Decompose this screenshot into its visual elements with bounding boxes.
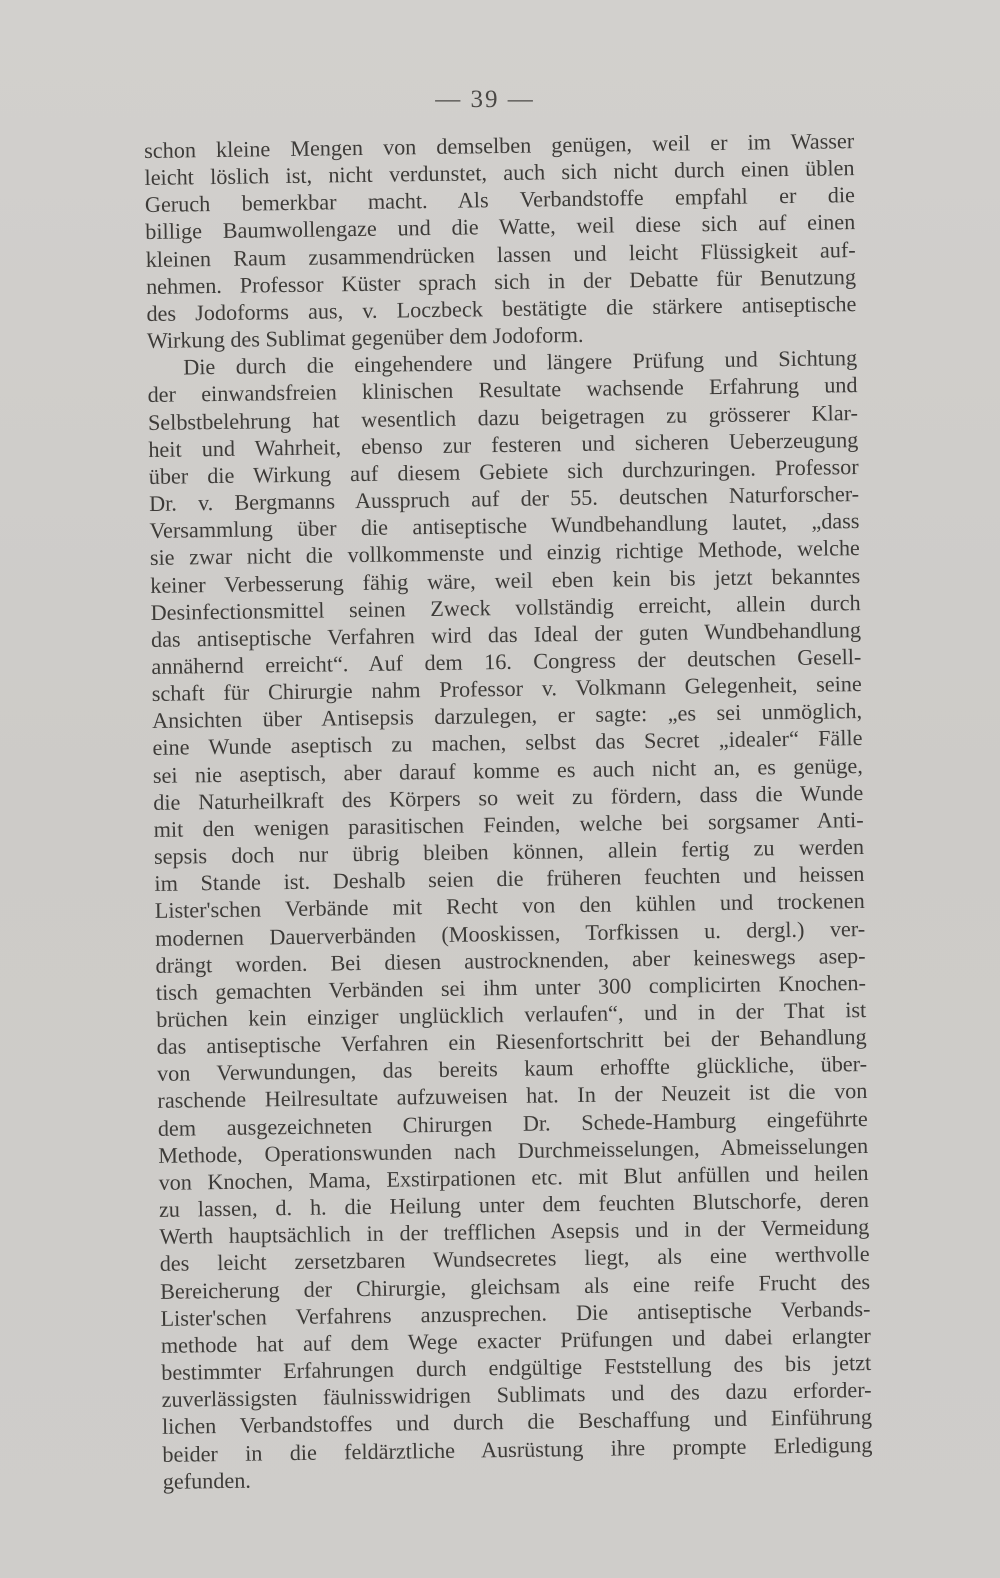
text-line: das antiseptische Verfahren wird das Ideal der guten Wundbehandlung (150, 616, 862, 652)
text-line: nehmen. Professor Küster sprach sich in der Debatte für Benutzung (145, 263, 857, 299)
text-line: zu lassen, d. h. die Heilung unter dem feuchten Blutschorfe, deren (158, 1187, 870, 1222)
text-line: Bereicherung der Chirurgie, gleichsam als eine reife Frucht des (159, 1268, 871, 1304)
text-line: Werth hauptsächlich in der trefflichen Asepsis und in der Vermeidung (159, 1214, 870, 1250)
text-line: Desinfectionsmittel seinen Zweck vollständig erreicht, allein durch (150, 589, 861, 625)
text-line: zuverlässigsten fäulnisswidrigen Sublimats und des dazu erforder- (161, 1377, 872, 1413)
text-line: die Naturheilkraft des Körpers so weit zu fördern, dass die Wunde (153, 779, 864, 815)
text-line: Selbstbelehrung hat wesentlich dazu beigetragen zu grösserer Klar- (147, 399, 859, 435)
text-line: beider in die feldärztliche Ausrüstung ihre prompte Erledigung (162, 1431, 873, 1467)
page-number: — 39 — (435, 86, 535, 113)
text-line: heit und Wahrheit, ebenso zur festeren und sicheren Ueberzeugung (148, 426, 859, 462)
text-line: raschende Heilresultate aufzuweisen hat. In der Neuzeit ist die von (157, 1078, 868, 1114)
text-line: gefunden. (162, 1467, 252, 1494)
text-line: das antiseptische Verfahren ein Riesenfortschritt bei der Behandlung (156, 1024, 867, 1060)
text-line: schaft für Chirurgie nahm Professor v. Volkmann Gelegenheit, seine (151, 671, 862, 707)
text-line: über die Wirkung auf diesem Gebiete sich durchzuringen. Professor (148, 453, 859, 489)
text-line: mit den wenigen parasitischen Feinden, welche bei sorgsamer Anti- (153, 806, 864, 842)
text-line: brüchen kein einziger unglücklich verlaufen“, und in der That ist (156, 997, 867, 1032)
text-line: im Stande ist. Deshalb seien die früheren feuchten und heissen (154, 861, 865, 897)
text-line: drängt worden. Bei diesen austrocknenden, aber keineswegs asep- (155, 942, 866, 978)
body-text (144, 127, 873, 1495)
text-line: billige Baumwollengaze und die Watte, weil diese sich auf einen (145, 209, 856, 245)
text-line: sie zwar nicht die vollkommenste und einzig richtige Methode, welche (149, 535, 860, 571)
text-line: lichen Verbandstoffes und durch die Beschaffung und Einführung (161, 1404, 873, 1440)
text-line: dem ausgezeichneten Chirurgen Dr. Schede-Hamburg eingeführte (157, 1105, 868, 1141)
text-line: methode hat auf dem Wege exacter Prüfungen und dabei erlangter (160, 1322, 871, 1358)
text-line: Geruch bemerkbar macht. Als Verbandstoffe empfahl er die (144, 182, 856, 218)
text-line: modernen Dauerverbänden (Mooskissen, Torfkissen u. dergl.) ver- (155, 915, 866, 951)
text-line: Dr. v. Bergmanns Ausspruch auf der 55. deutschen Naturforscher- (148, 481, 860, 516)
text-line: Versammlung über die antiseptische Wundbehandlung lautet, „dass (149, 508, 860, 544)
text-line: der einwandsfreien klinischen Resultate wachsende Erfahrung und (147, 372, 858, 408)
text-line: annähernd erreicht“. Auf dem 16. Congress der deutschen Gesell- (151, 644, 862, 679)
text-line: Wirkung des Sublimat gegenüber dem Jodoform. (146, 321, 584, 354)
text-line: leicht löslich ist, nicht verdunstet, auch sich nicht durch einen üblen (144, 155, 855, 191)
text-line: Lister'schen Verfahrens anzusprechen. Die antiseptische Verbands- (160, 1295, 871, 1331)
text-line: kleinen Raum zusammendrücken lassen und leicht Flüssigkeit auf- (145, 236, 856, 272)
text-line: von Verwundungen, das bereits kaum erhoffte glückliche, über- (156, 1051, 868, 1087)
text-line: Methode, Operationswunden nach Durchmeisselungen, Abmeisselungen (158, 1132, 869, 1168)
text-line: eine Wunde aseptisch zu machen, selbst das Secret „idealer“ Fälle (152, 725, 863, 761)
text-line: sei nie aseptisch, aber darauf komme es auch nicht an, es genüge, (152, 752, 864, 788)
text-line: bestimmter Erfahrungen durch endgültige Feststellung des bis jetzt (161, 1349, 872, 1385)
text-line: des Jodoforms aus, v. Loczbeck bestätigte die stärkere antiseptische (146, 291, 857, 326)
text-line: Ansichten über Antisepsis darzulegen, er sagte: „es sei unmöglich, (151, 698, 863, 734)
text-line: Die durch die eingehendere und längere Prüfung und Sichtung (183, 345, 858, 380)
text-line: des leicht zersetzbaren Wundsecretes liegt, als eine werthvolle (159, 1241, 870, 1277)
text-line: schon kleine Mengen von demselben genügen, weil er im Wasser (144, 128, 855, 163)
text-line: tisch gemachten Verbänden sei ihm unter 300 complicirten Knochen- (155, 969, 867, 1005)
text-line: von Knochen, Mama, Exstirpationen etc. mit Blut anfüllen und heilen (158, 1159, 869, 1195)
text-line: sepsis doch nur übrig bleiben können, allein fertig zu werden (153, 834, 865, 869)
text-line: Lister'schen Verbände mit Recht von den kühlen und trockenen (154, 888, 865, 924)
text-line: keiner Verbesserung fähig wäre, weil eben kein bis jetzt bekanntes (150, 562, 861, 598)
